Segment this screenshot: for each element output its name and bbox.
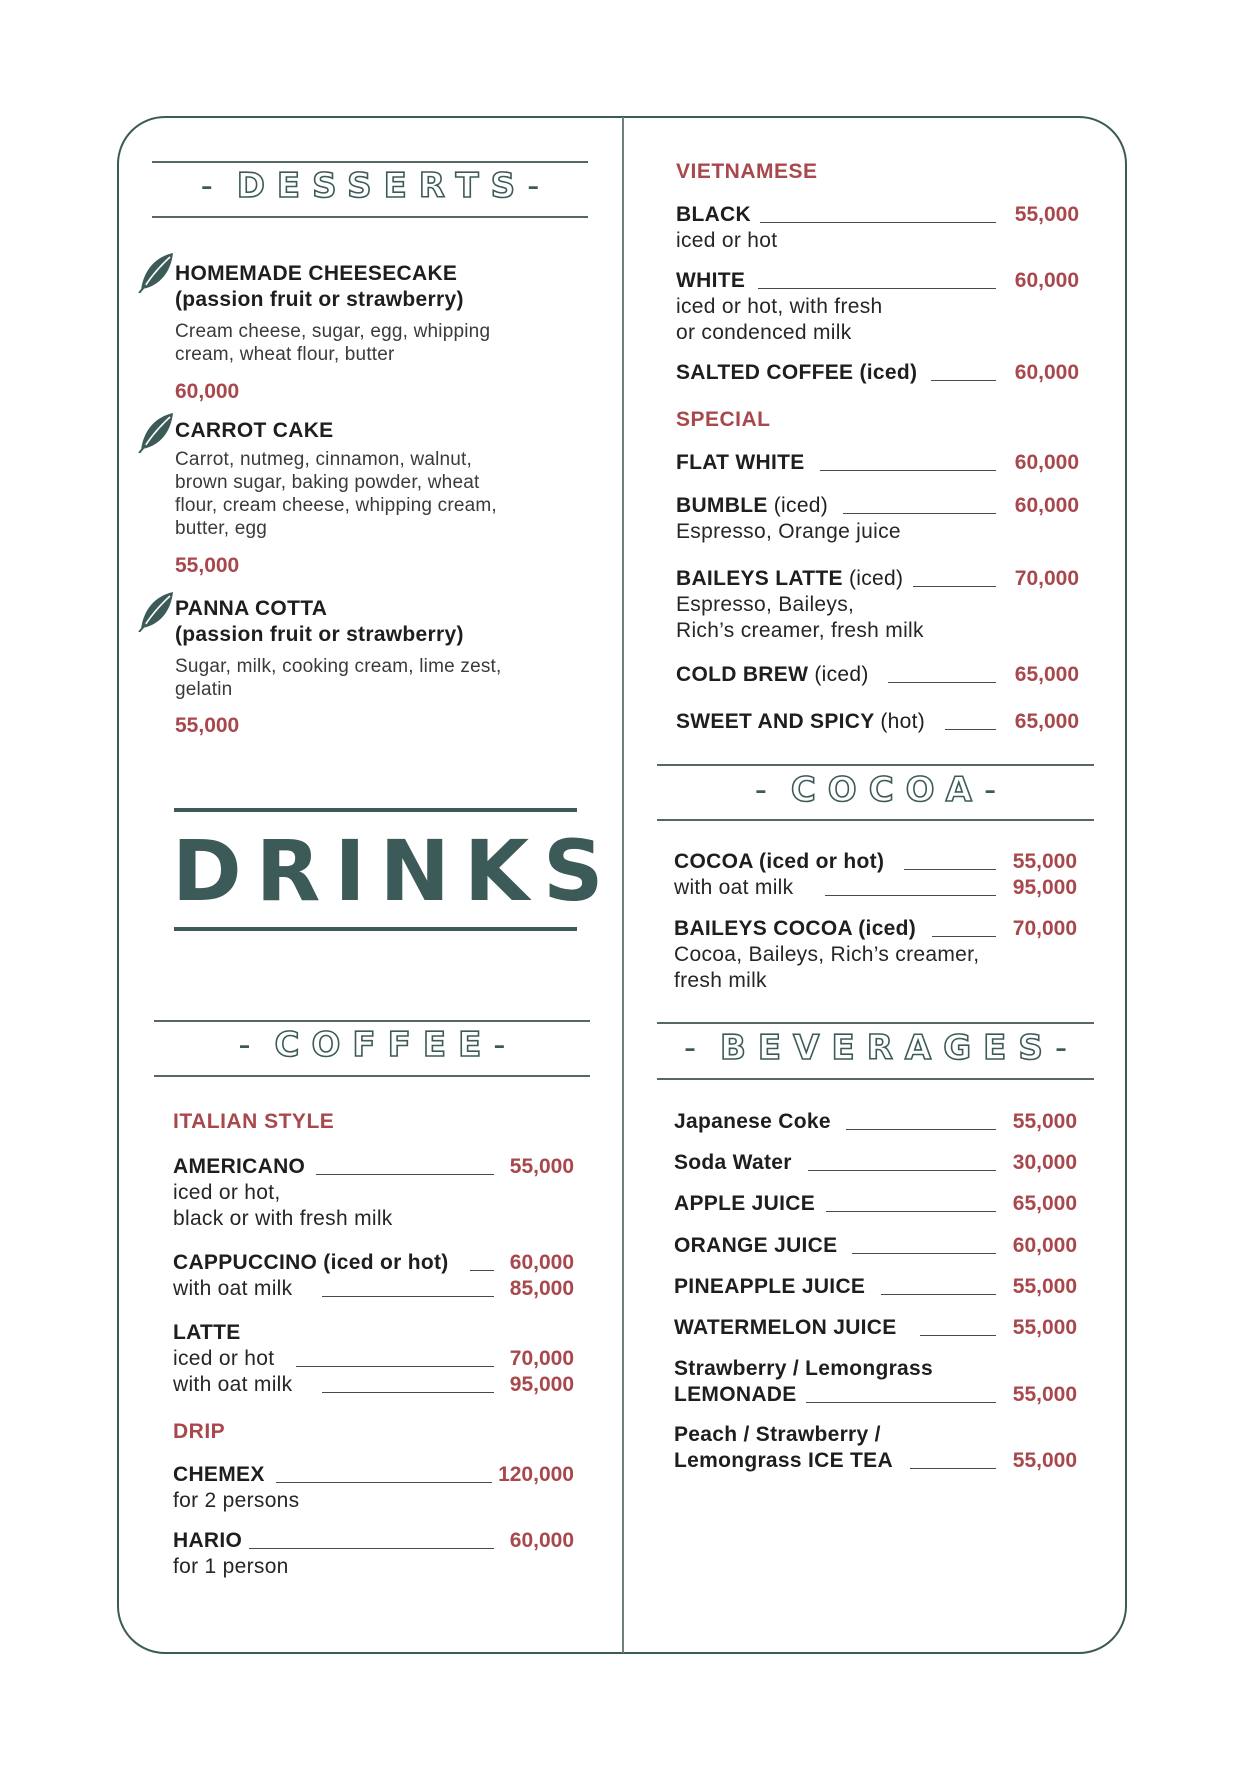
panna-cotta-price: 55,000 xyxy=(175,714,240,737)
carrot-cake-desc-4: butter, egg xyxy=(175,518,267,539)
chemex-price: 120,000 xyxy=(498,1463,574,1486)
panna-cotta-name: PANNA COTTA xyxy=(175,597,328,620)
baileys-latte-desc-2: Rich’s creamer, fresh milk xyxy=(676,619,924,642)
baileys-latte-leader xyxy=(913,586,996,587)
italian-style-heading: ITALIAN STYLE xyxy=(173,1110,335,1133)
bumble-name: BUMBLE (iced) xyxy=(676,494,829,517)
baileys-latte-name: BAILEYS LATTE (iced) xyxy=(676,567,904,590)
latte-oat-leader xyxy=(322,1392,494,1393)
drip-heading: DRIP xyxy=(173,1420,226,1443)
latte-hot-leader xyxy=(296,1366,494,1367)
beverage-item-leader xyxy=(852,1253,996,1254)
white-name: WHITE xyxy=(676,269,746,292)
cocoa-price: 55,000 xyxy=(1012,850,1077,873)
cappuccino-oat-leader xyxy=(322,1296,494,1297)
sweet-spicy-price: 65,000 xyxy=(1014,710,1079,733)
salted-coffee-price: 60,000 xyxy=(1014,361,1079,384)
leaf-icon xyxy=(137,590,175,632)
baileys-latte-price: 70,000 xyxy=(1014,567,1079,590)
beverage-item-price: 30,000 xyxy=(1012,1151,1077,1174)
lemonade-line-1: Strawberry / Lemongrass xyxy=(674,1357,933,1380)
latte-name: LATTE xyxy=(173,1321,241,1344)
baileys-latte-desc-1: Espresso, Baileys, xyxy=(676,593,855,616)
beverage-item-price: 60,000 xyxy=(1012,1234,1077,1257)
leaf-icon xyxy=(137,251,175,293)
cold-brew-leader xyxy=(888,682,996,683)
beverage-item-name: WATERMELON JUICE xyxy=(674,1316,897,1339)
cocoa-rule-bottom xyxy=(657,819,1094,821)
carrot-cake-price: 55,000 xyxy=(175,554,240,577)
desserts-rule-top xyxy=(152,161,588,163)
baileys-cocoa-price: 70,000 xyxy=(1012,917,1077,940)
ice-tea-line-1: Peach / Strawberry / xyxy=(674,1423,881,1446)
latte-oat-label: with oat milk xyxy=(173,1373,293,1396)
cheesecake-variant: (passion fruit or strawberry) xyxy=(175,288,464,311)
beverage-item-leader xyxy=(846,1129,996,1130)
baileys-cocoa-desc-1: Cocoa, Baileys, Rich’s creamer, xyxy=(674,943,980,966)
americano-desc-2: black or with fresh milk xyxy=(173,1207,393,1230)
beverage-item-leader xyxy=(808,1170,996,1171)
white-desc-2: or condenced milk xyxy=(676,321,852,344)
baileys-cocoa-name: BAILEYS COCOA (iced) xyxy=(674,917,917,940)
cocoa-oat-leader xyxy=(825,895,996,896)
americano-price: 55,000 xyxy=(509,1155,574,1178)
ice-tea-price: 55,000 xyxy=(1012,1449,1077,1472)
beverages-title: - BEVERAGES- xyxy=(683,1028,1068,1068)
salted-coffee-name: SALTED COFFEE (iced) xyxy=(676,361,918,384)
beverage-item-name: PINEAPPLE JUICE xyxy=(674,1275,866,1298)
carrot-cake-desc-3: flour, cream cheese, whipping cream, xyxy=(175,495,497,516)
column-divider xyxy=(622,117,624,1653)
beverage-item-name: APPLE JUICE xyxy=(674,1192,815,1215)
lemonade-leader xyxy=(806,1402,996,1403)
beverage-item-name: ORANGE JUICE xyxy=(674,1234,838,1257)
latte-hot-price: 70,000 xyxy=(509,1347,574,1370)
drinks-title: DRINKS xyxy=(172,822,618,920)
leaf-icon xyxy=(137,411,175,453)
beverage-item-name: Soda Water xyxy=(674,1151,792,1174)
ice-tea-line-2: Lemongrass ICE TEA xyxy=(674,1449,893,1472)
cocoa-oat-price: 95,000 xyxy=(1012,876,1077,899)
beverage-item-name: Japanese Coke xyxy=(674,1110,831,1133)
beverage-item-price: 55,000 xyxy=(1012,1275,1077,1298)
baileys-cocoa-desc-2: fresh milk xyxy=(674,969,767,992)
cappuccino-oat-price: 85,000 xyxy=(509,1277,574,1300)
cheesecake-name: HOMEMADE CHEESECAKE xyxy=(175,262,458,285)
flat-white-price: 60,000 xyxy=(1014,451,1079,474)
beverages-rule-top xyxy=(657,1022,1094,1024)
sweet-spicy-name: SWEET AND SPICY (hot) xyxy=(676,710,926,733)
chemex-name: CHEMEX xyxy=(173,1463,265,1486)
coffee-rule-bottom xyxy=(154,1075,590,1077)
black-desc: iced or hot xyxy=(676,229,778,252)
bumble-desc: Espresso, Orange juice xyxy=(676,520,901,543)
carrot-cake-desc-1: Carrot, nutmeg, cinnamon, walnut, xyxy=(175,449,473,470)
cocoa-oat-label: with oat milk xyxy=(674,876,794,899)
chemex-desc: for 2 persons xyxy=(173,1489,300,1512)
drinks-rule-bottom xyxy=(174,927,577,931)
americano-desc-1: iced or hot, xyxy=(173,1181,281,1204)
latte-hot-label: iced or hot xyxy=(173,1347,275,1370)
beverage-item-price: 65,000 xyxy=(1012,1192,1077,1215)
panna-cotta-desc-1: Sugar, milk, cooking cream, lime zest, xyxy=(175,656,502,677)
americano-leader xyxy=(316,1174,494,1175)
americano-name: AMERICANO xyxy=(173,1155,306,1178)
white-desc-1: iced or hot, with fresh xyxy=(676,295,883,318)
drinks-rule-top xyxy=(174,808,577,812)
special-heading: SPECIAL xyxy=(676,408,771,431)
cappuccino-oat-label: with oat milk xyxy=(173,1277,293,1300)
beverage-item-price: 55,000 xyxy=(1012,1110,1077,1133)
black-price: 55,000 xyxy=(1014,203,1079,226)
cheesecake-desc-2: cream, wheat flour, butter xyxy=(175,344,395,365)
hario-leader xyxy=(249,1548,494,1549)
coffee-title: - COFFEE- xyxy=(238,1025,506,1065)
cheesecake-price: 60,000 xyxy=(175,380,240,403)
cocoa-name: COCOA (iced or hot) xyxy=(674,850,885,873)
beverages-rule-bottom xyxy=(657,1078,1094,1080)
beverage-item-leader xyxy=(826,1211,996,1212)
carrot-cake-name: CARROT CAKE xyxy=(175,419,334,442)
chemex-leader xyxy=(276,1482,492,1483)
cocoa-title: - COCOA- xyxy=(754,770,997,810)
vietnamese-heading: VIETNAMESE xyxy=(676,160,818,183)
lemonade-price: 55,000 xyxy=(1012,1383,1077,1406)
cappuccino-price: 60,000 xyxy=(509,1251,574,1274)
desserts-rule-bottom xyxy=(152,216,588,218)
latte-oat-price: 95,000 xyxy=(509,1373,574,1396)
white-leader xyxy=(758,288,996,289)
panna-cotta-variant: (passion fruit or strawberry) xyxy=(175,623,464,646)
panna-cotta-desc-2: gelatin xyxy=(175,679,233,700)
cheesecake-desc-1: Cream cheese, sugar, egg, whipping xyxy=(175,321,491,342)
carrot-cake-desc-2: brown sugar, baking powder, wheat xyxy=(175,472,480,493)
hario-name: HARIO xyxy=(173,1529,243,1552)
cocoa-rule-top xyxy=(657,764,1094,766)
cold-brew-name: COLD BREW (iced) xyxy=(676,663,869,686)
hario-price: 60,000 xyxy=(509,1529,574,1552)
hario-desc: for 1 person xyxy=(173,1555,289,1578)
desserts-title: - DESSERTS- xyxy=(200,166,540,206)
black-leader xyxy=(760,222,996,223)
bumble-leader xyxy=(843,513,996,514)
cold-brew-price: 65,000 xyxy=(1014,663,1079,686)
coffee-rule-top xyxy=(154,1020,590,1022)
cappuccino-name: CAPPUCCINO (iced or hot) xyxy=(173,1251,449,1274)
beverage-item-leader xyxy=(881,1294,996,1295)
lemonade-line-2: LEMONADE xyxy=(674,1383,797,1406)
white-price: 60,000 xyxy=(1014,269,1079,292)
flat-white-leader xyxy=(820,470,996,471)
black-name: BLACK xyxy=(676,203,751,226)
beverage-item-price: 55,000 xyxy=(1012,1316,1077,1339)
bumble-price: 60,000 xyxy=(1014,494,1079,517)
flat-white-name: FLAT WHITE xyxy=(676,451,805,474)
